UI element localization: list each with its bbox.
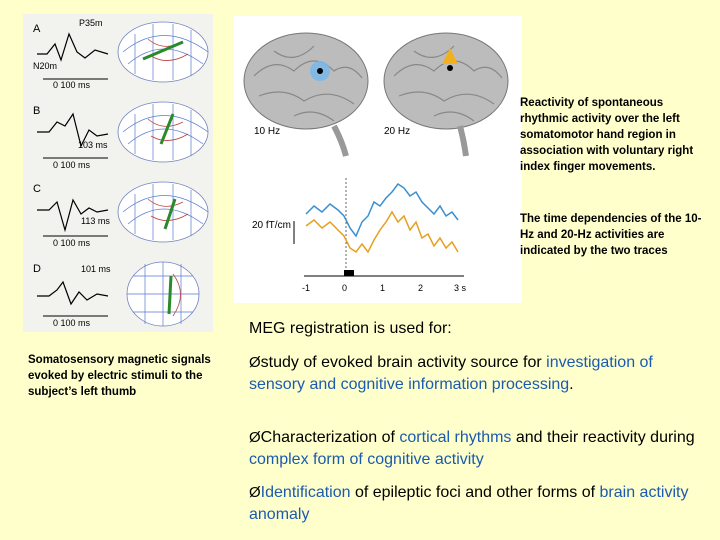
panel-a-peak-label-2: N20m xyxy=(33,61,58,71)
evoked-signals-figure xyxy=(23,14,213,332)
x-tick-2: 2 xyxy=(418,283,424,293)
panel-letter-c: C xyxy=(33,183,41,195)
panel-d-peak-label: 101 ms xyxy=(81,264,111,274)
bullet-1-highlight: investigation of sensory and cognitive information processing xyxy=(249,354,653,393)
bullet-2-highlight-2: complex form of cognitive activity xyxy=(249,451,484,468)
bullet-3-highlight-2: brain activity anomaly xyxy=(249,484,689,523)
panel-b xyxy=(33,102,208,170)
rhythm-traces xyxy=(252,178,467,293)
panel-d xyxy=(33,262,199,328)
panel-c-time: 0 100 ms xyxy=(53,238,91,248)
panel-a-time: 0 100 ms xyxy=(53,80,91,90)
bullet-1-end: . xyxy=(569,376,574,393)
bullet-1-text: study of evoked brain activity source for xyxy=(260,354,547,371)
meg-heading: MEG registration is used for: xyxy=(249,320,452,337)
panel-c-peak-label: 113 ms xyxy=(81,216,110,226)
panel-c xyxy=(33,182,208,248)
bullet-2-highlight: cortical rhythms xyxy=(399,429,512,446)
bullet-2-text: Characterization of xyxy=(260,429,400,446)
panel-a-peak-label: P35m xyxy=(79,18,103,28)
bullet-2-text-2: and their reactivity during xyxy=(511,429,695,446)
caption-time-dependencies: The time dependencies of the 10-Hz and 20-Hz activities are indicated by the two traces xyxy=(520,213,702,257)
brain-20hz xyxy=(384,33,508,156)
panel-letter-d: D xyxy=(33,263,41,275)
bullet-arrow-icon: Ø xyxy=(249,429,261,446)
panel-letter-b: B xyxy=(33,105,41,117)
bullet-arrow-icon: Ø xyxy=(249,354,261,371)
caption-somatosensory: Somatosensory magnetic signals evoked by electric stimuli to the subject’s left thumb xyxy=(28,354,211,398)
evoked-signals-drawing xyxy=(23,14,213,332)
x-tick-3: 3 s xyxy=(454,283,467,293)
rhythm-reactivity-drawing xyxy=(234,16,522,303)
brain-label-10hz: 10 Hz xyxy=(254,126,281,137)
panel-b-peak-label: 103 ms xyxy=(78,140,108,150)
x-tick-0: 0 xyxy=(342,283,348,293)
panel-letter-a: A xyxy=(33,23,41,35)
trace-20hz xyxy=(306,212,458,252)
bullet-evoked-activity xyxy=(249,352,699,396)
x-tick-1: 1 xyxy=(380,283,386,293)
rhythm-reactivity-figure xyxy=(234,16,522,303)
bullet-3-text: of epileptic foci and other forms of xyxy=(350,484,600,501)
x-tick-neg1: -1 xyxy=(302,283,311,293)
trace-scale-label: 20 fT/cm xyxy=(252,220,291,231)
bullet-arrow-icon: Ø xyxy=(249,484,261,501)
panel-b-time: 0 100 ms xyxy=(53,160,91,170)
panel-d-time: 0 100 ms xyxy=(53,318,91,328)
brain-10hz xyxy=(244,33,368,156)
panel-a xyxy=(33,18,208,90)
bullet-3-highlight: Identification xyxy=(260,484,351,501)
bullet-cortical-rhythms xyxy=(249,427,699,471)
brain-label-20hz: 20 Hz xyxy=(384,126,411,137)
caption-reactivity: Reactivity of spontaneous rhythmic activity over the left somatomotor hand region in association with voluntary right index finger movements. xyxy=(520,97,694,173)
bullet-epileptic-foci xyxy=(249,482,699,526)
